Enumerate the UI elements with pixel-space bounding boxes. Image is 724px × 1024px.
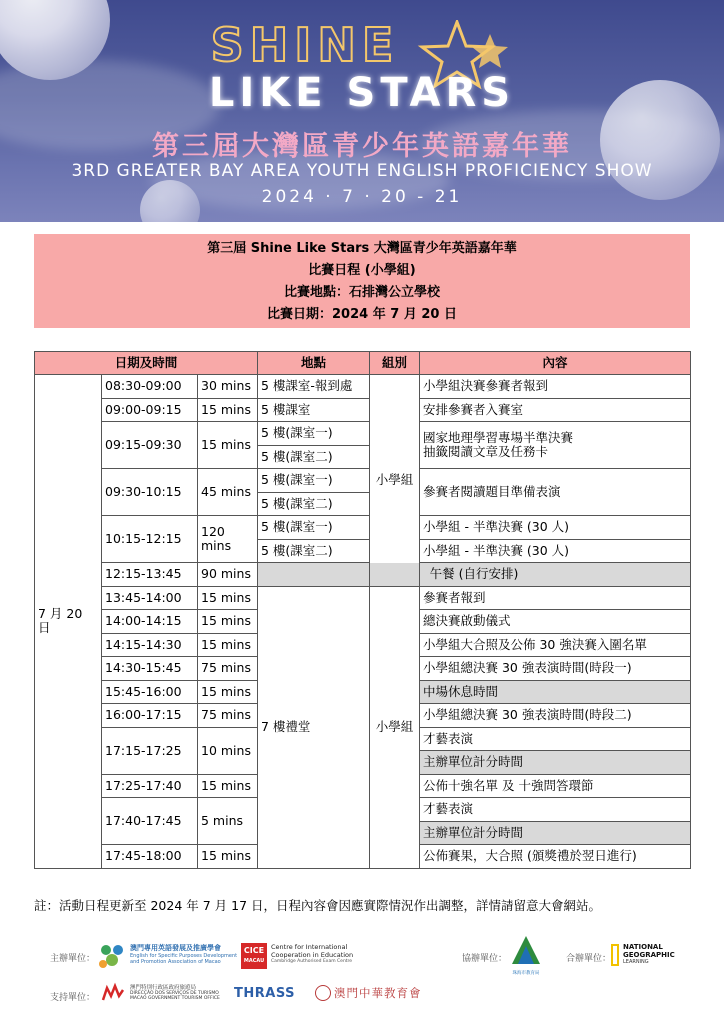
time-cell: 16:00-17:15 — [102, 704, 198, 728]
duration-cell: 15 mins — [198, 845, 258, 869]
info-venue: 比賽地點：石排灣公立學校 — [283, 285, 440, 300]
mgto-text — [130, 983, 230, 1001]
duration-cell: 15 mins — [198, 633, 258, 657]
time-cell: 09:30-10:15 — [102, 469, 198, 516]
ecm-seal-icon — [315, 985, 331, 1001]
table-row — [35, 563, 691, 587]
event-dates: 2024 · 7 · 20 - 21 — [261, 187, 463, 207]
header-venue: 地點 — [258, 352, 370, 375]
natgeo-frame-icon — [611, 944, 619, 966]
group-cell: 小學組 — [370, 375, 420, 587]
time-cell: 14:00-14:15 — [102, 610, 198, 634]
date-cell: 7 月 20 日 — [35, 375, 102, 869]
content-cell: 安排參賽者入賽室 — [420, 398, 691, 422]
time-cell: 13:45-14:00 — [102, 586, 198, 610]
content-cell: 公佈賽果，大合照 (頒獎禮於翌日進行) — [420, 845, 691, 869]
zhuhai-edu-name: 珠海市教育局 — [512, 971, 540, 976]
info-schedule-title: 比賽日程 (小學組) — [308, 263, 416, 278]
content-cell: 小學組 - 半準決賽 (30 人) — [420, 539, 691, 563]
time-cell: 09:00-09:15 — [102, 398, 198, 422]
venue-cell: 5 樓(課室一) — [258, 422, 370, 446]
mgto-name-en: MACAO GOVERNMENT TOURISM OFFICE — [130, 996, 220, 1001]
content-cell: 參賽者報到 — [420, 586, 691, 610]
venue-cell: 7 樓禮堂 — [258, 586, 370, 868]
content-cell: 小學組大合照及公佈 30 強決賽入圍名單 — [420, 633, 691, 657]
content-cell: 小學組 - 半準決賽 (30 人) — [420, 516, 691, 540]
ecm-logo: 澳門中華教育會 — [334, 986, 422, 1000]
natgeo-line1: NATIONAL — [623, 943, 663, 951]
cice-name1: Centre for International — [271, 943, 348, 951]
support-label: 支持單位： — [50, 993, 96, 1003]
info-header — [34, 234, 690, 328]
duration-cell: 15 mins — [198, 610, 258, 634]
schedule-table — [34, 351, 691, 869]
venue-cell: 5 樓課室-報到處 — [258, 375, 370, 399]
natgeo-line2: GEOGRAPHIC — [623, 951, 675, 959]
espda-emblem-icon — [98, 942, 128, 970]
content-cell: 主辦單位計分時間 — [420, 751, 691, 775]
time-cell: 17:45-18:00 — [102, 845, 198, 869]
content-cell: 總決賽啟動儀式 — [420, 610, 691, 634]
header-content: 內容 — [420, 352, 691, 375]
natgeo-line3: LEARNING — [623, 959, 649, 965]
title-like-stars: LIKE STARS — [208, 70, 516, 116]
espda-text — [130, 943, 240, 965]
table-header-row — [35, 352, 691, 375]
table-row — [35, 469, 691, 493]
partner-label: 合辦單位： — [566, 954, 612, 964]
content-cell: 中場休息時間 — [420, 680, 691, 704]
duration-cell: 15 mins — [198, 774, 258, 798]
content-cell: 小學組決賽參賽者報到 — [420, 375, 691, 399]
time-cell: 17:40-17:45 — [102, 798, 198, 845]
duration-cell: 30 mins — [198, 375, 258, 399]
espda-name-cn: 澳門專用英語發展及推廣學會 — [130, 944, 221, 952]
title-chinese: 第三屆大灣區青少年英語嘉年華 — [152, 131, 572, 162]
table-row — [35, 398, 691, 422]
time-cell: 17:25-17:40 — [102, 774, 198, 798]
title-shine: SHINE — [210, 18, 400, 72]
duration-cell: 10 mins — [198, 727, 258, 774]
table-row — [35, 422, 691, 446]
content-cell: 國家地理學習專場半準決賽 抽籤閱讀文章及任務卡 — [420, 422, 691, 469]
group-cell: 小學組 — [370, 586, 420, 868]
time-cell: 10:15-12:15 — [102, 516, 198, 563]
time-cell: 08:30-09:00 — [102, 375, 198, 399]
cice-mark: CICE — [243, 946, 265, 955]
espda-name-en1: English for Specific Purposes Development — [130, 953, 238, 959]
time-cell: 09:15-09:30 — [102, 422, 198, 469]
mgto-emblem-icon — [100, 982, 126, 1004]
espda-name-en2: and Promotion Association of Macao — [130, 959, 221, 965]
content-cell: 才藝表演 — [420, 727, 691, 751]
header-group: 組別 — [370, 352, 420, 375]
cice-sub: MACAU — [243, 958, 265, 964]
organizer-label: 主辦單位： — [50, 954, 96, 964]
content-cell: 小學組總決賽 30 強表演時間(時段一) — [420, 657, 691, 681]
time-cell: 15:45-16:00 — [102, 680, 198, 704]
duration-cell: 90 mins — [198, 563, 258, 587]
mgto-name-cn: 澳門特別行政區政府旅遊局 — [130, 985, 197, 991]
thrass-logo: THRASS — [234, 986, 295, 1001]
header-datetime: 日期及時間 — [35, 352, 258, 375]
duration-cell: 120 mins — [198, 516, 258, 563]
cice-logo — [241, 943, 267, 969]
time-cell: 14:30-15:45 — [102, 657, 198, 681]
table-row — [35, 586, 691, 610]
cice-name3: Cambridge Authorised Exam Centre — [271, 959, 353, 964]
mgto-name-pt: DIRECÇÃO DOS SERVIÇOS DE TURISMO — [130, 991, 219, 996]
zhuhai-edu-logo — [508, 932, 544, 978]
duration-cell: 15 mins — [198, 422, 258, 469]
natgeo-text — [623, 943, 675, 966]
table-row — [35, 375, 691, 399]
cice-name2: Cooperation in Education — [271, 951, 354, 959]
info-event-name: 第三屆 Shine Like Stars 大灣區青少年英語嘉年華 — [207, 241, 517, 256]
time-cell: 17:15-17:25 — [102, 727, 198, 774]
event-banner — [0, 0, 724, 222]
venue-cell: 5 樓(課室一) — [258, 469, 370, 493]
time-cell: 12:15-13:45 — [102, 563, 198, 587]
espda-logo — [98, 942, 128, 974]
time-cell: 14:15-14:30 — [102, 633, 198, 657]
zhuhai-emblem-icon — [508, 932, 544, 968]
duration-cell: 75 mins — [198, 704, 258, 728]
duration-cell: 75 mins — [198, 657, 258, 681]
venue-cell: 5 樓(課室一) — [258, 516, 370, 540]
venue-cell: 5 樓(課室二) — [258, 539, 370, 563]
content-cell: 參賽者閱讀題目準備表演 — [420, 469, 691, 516]
venue-cell: 5 樓(課室二) — [258, 445, 370, 469]
duration-cell: 15 mins — [198, 680, 258, 704]
duration-cell: 45 mins — [198, 469, 258, 516]
venue-cell: 5 樓(課室二) — [258, 492, 370, 516]
content-cell: 公佈十強名單 及 十強問答環節 — [420, 774, 691, 798]
info-date: 比賽日期：2024 年 7 月 20 日 — [267, 307, 457, 322]
duration-cell: 5 mins — [198, 798, 258, 845]
cice-text — [271, 943, 361, 964]
title-english: 3RD GREATER BAY AREA YOUTH ENGLISH PROFICIENCY SHOW — [71, 161, 653, 181]
footnote: 註：活動日程更新至 2024 年 7 月 17 日，日程內容會因應實際情況作出調整，詳情請留意大會網站。 — [34, 898, 602, 913]
duration-cell: 15 mins — [198, 586, 258, 610]
coorganizer-label: 協辦單位： — [462, 954, 508, 964]
duration-cell: 15 mins — [198, 398, 258, 422]
venue-cell: 5 樓課室 — [258, 398, 370, 422]
content-cell: 主辦單位計分時間 — [420, 821, 691, 845]
lunch-cell: 午餐 (自行安排) — [258, 563, 691, 587]
mgto-logo — [100, 982, 126, 1004]
content-cell: 小學組總決賽 30 強表演時間(時段二) — [420, 704, 691, 728]
content-cell: 才藝表演 — [420, 798, 691, 822]
table-row — [35, 516, 691, 540]
